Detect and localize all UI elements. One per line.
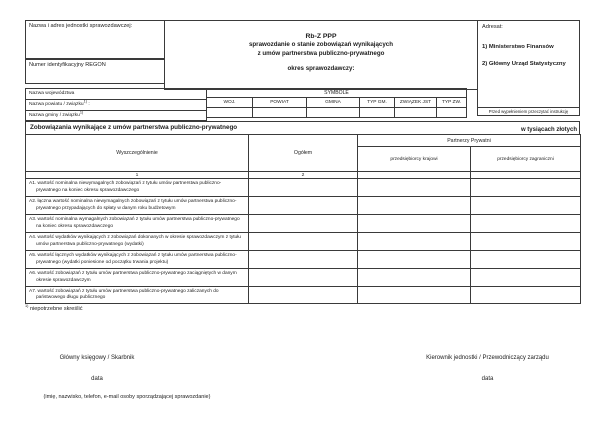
row-a1-total-cell[interactable]	[249, 179, 358, 197]
form-subtitle-2: z umów partnerstwa publiczno-prywatnego	[257, 49, 385, 57]
chief-accountant-date-label: data	[91, 376, 103, 382]
symbols-table	[206, 88, 467, 118]
instruction-note: Przed wypełnieniem przeczytać instrukcję	[477, 107, 580, 116]
row-a3-domestic-cell[interactable]	[358, 215, 471, 233]
row-a4-foreign-cell[interactable]	[471, 233, 581, 251]
col-number-4	[471, 172, 581, 179]
symbols-value-woj[interactable]	[207, 108, 253, 118]
table-row-a2	[26, 197, 581, 215]
row-a6-domestic-cell[interactable]	[358, 269, 471, 287]
symbols-title: SYMBOLE	[207, 89, 467, 98]
row-a4-total-cell[interactable]	[249, 233, 358, 251]
obligations-section-bar	[25, 121, 580, 135]
col-number-1: 1	[26, 172, 249, 179]
symbols-col-powiat: POWIAT	[253, 98, 307, 108]
voivodeship-name-field[interactable]	[26, 89, 206, 100]
row-a7-domestic-cell[interactable]	[358, 287, 471, 304]
row-a3-total-cell[interactable]	[249, 215, 358, 233]
col-header-total: Ogółem	[249, 135, 358, 172]
unit-name-box[interactable]	[25, 20, 165, 59]
row-a3-label: A3. wartość nominalna wymagalnych zobowiązań z tytułu umów partnerstwa publiczno-prywatnego na koniec okresu sprawozdawczego	[29, 217, 240, 229]
col-number-2: 2	[249, 172, 358, 179]
footnote-mark: 1)	[25, 304, 29, 309]
obligations-section-title: Zobowiązania wynikające z umów partnerstwa publiczno-prywatnego	[30, 123, 238, 131]
addressee-box	[477, 20, 580, 108]
row-a6-total-cell[interactable]	[249, 269, 358, 287]
row-a1-domestic-cell[interactable]	[358, 179, 471, 197]
col-number-3	[358, 172, 471, 179]
symbols-col-woj: WOJ.	[207, 98, 253, 108]
row-a4-domestic-cell[interactable]	[358, 233, 471, 251]
row-a2-domestic-cell[interactable]	[358, 197, 471, 215]
row-a5-total-cell[interactable]	[249, 251, 358, 269]
unit-head-signature-label: Kierownik jednostki / Przewodniczący zarządu	[426, 355, 549, 361]
symbols-col-typ-zw: TYP ZW.	[437, 98, 467, 108]
col-header-specification: Wyszczególnienie	[26, 135, 249, 172]
addressee-statistics-office: 2) Główny Urząd Statystyczny	[482, 61, 566, 67]
row-a4-label: A4. wartość wydatków wynikających z zobowiązań dokonanych w okresie sprawozdawczym z tytułu umów partnerstwa publiczno-prywatnego (wydatki)	[29, 235, 241, 247]
row-a5-label: A5. wartość łącznych wydatków wynikających z zobowiązań z tytułu umów partnerstwa publiczno-prywatnego (wydatki poniesione od początku trwania projektu)	[29, 253, 237, 265]
row-a7-total-cell[interactable]	[249, 287, 358, 304]
commune-label: Nazwa gminy / związku	[29, 113, 80, 118]
table-row-a4	[26, 233, 581, 251]
addressee-label: Adresat:	[482, 24, 503, 30]
regon-label: Numer identyfikacyjny REGON	[29, 62, 106, 68]
chief-accountant-signature-label: Główny księgowy / Skarbnik	[59, 355, 135, 361]
table-row-a7	[26, 287, 581, 304]
col-header-domestic-entrepreneurs: przedsiębiorcy krajowi	[358, 147, 471, 172]
commune-footnote-mark: 1)	[79, 110, 84, 115]
voivodeship-label: Nazwa województwa	[29, 91, 75, 96]
row-a6-label: A6. wartość zobowiązań z tytułu umów partnerstwa publiczno-prywatnego zaciągniętych w danym okresie sprawozdawczym	[29, 271, 237, 283]
reporting-period-label[interactable]: okres sprawozdawczy:	[287, 65, 355, 72]
addressee-ministry: 1) Ministerstwo Finansów	[482, 44, 554, 50]
symbols-value-gmina[interactable]	[307, 108, 360, 118]
row-a7-foreign-cell[interactable]	[471, 287, 581, 304]
thousands-unit-note: w tysiącach złotych	[520, 127, 577, 133]
symbols-value-typ-gm[interactable]	[360, 108, 395, 118]
symbols-value-typ-zw[interactable]	[437, 108, 467, 118]
row-a1-foreign-cell[interactable]	[471, 179, 581, 197]
regon-box[interactable]	[25, 59, 165, 84]
symbols-col-zwiazek-jst: ZWIĄZEK JST	[395, 98, 437, 108]
county-label: Nazwa powiatu / związku	[29, 102, 84, 107]
footnote-text: niepotrzebne skreślić	[28, 306, 83, 312]
symbols-col-gmina: GMINA	[307, 98, 360, 108]
row-a2-total-cell[interactable]	[249, 197, 358, 215]
form-title-box	[164, 20, 478, 90]
county-suffix: :	[87, 102, 90, 107]
table-row-a3	[26, 215, 581, 233]
col-header-foreign-entrepreneurs: przedsiębiorcy zagraniczni	[471, 147, 581, 172]
row-a3-foreign-cell[interactable]	[471, 215, 581, 233]
preparer-contact-note: (imię, nazwisko, telefon, e-mail osoby sporządzającej sprawozdanie)	[43, 394, 211, 400]
col-header-private-partners: Partnerzy Prywatni	[358, 135, 581, 147]
form-subtitle-1: sprawozdanie o stanie zobowiązań wynikających	[248, 41, 394, 48]
row-a5-foreign-cell[interactable]	[471, 251, 581, 269]
row-a7-label: A7. wartość zobowiązań z tytułu umów partnerstwa publiczno-prywatnego zaliczanych do państwowego długu publicznego	[29, 288, 219, 300]
table-row-a5	[26, 251, 581, 269]
row-a6-foreign-cell[interactable]	[471, 269, 581, 287]
row-a5-domestic-cell[interactable]	[358, 251, 471, 269]
unit-head-date-label: data	[481, 376, 494, 382]
symbols-value-powiat[interactable]	[253, 108, 307, 118]
footnote	[25, 306, 83, 312]
symbols-value-zwiazek-jst[interactable]	[395, 108, 437, 118]
table-row-a1	[26, 179, 581, 197]
table-row-a6	[26, 269, 581, 287]
symbols-col-typ-gm: TYP GM.	[360, 98, 395, 108]
unit-name-label: Nazwa i adres jednostki sprawozdawczej:	[29, 23, 133, 29]
county-name-field[interactable]	[26, 100, 206, 111]
row-a1-label: A1. wartość nominalna niewymagalnych zobowiązań z tytułu umów partnerstwa publiczno-prywatnego na koniec okresu sprawozdawczego	[29, 181, 222, 193]
row-a2-label: A2. łączna wartość nominalna niewymagalnych zobowiązań z tytułu umów partnerstwa publiczno-prywatnego przypadających do spłaty w danym roku budżetowym	[29, 199, 237, 211]
county-footnote-mark: 1)	[83, 99, 88, 104]
row-a2-foreign-cell[interactable]	[471, 197, 581, 215]
region-names-box	[25, 88, 207, 121]
obligations-table	[25, 134, 581, 304]
form-code: Rb-Z PPP	[305, 33, 337, 40]
